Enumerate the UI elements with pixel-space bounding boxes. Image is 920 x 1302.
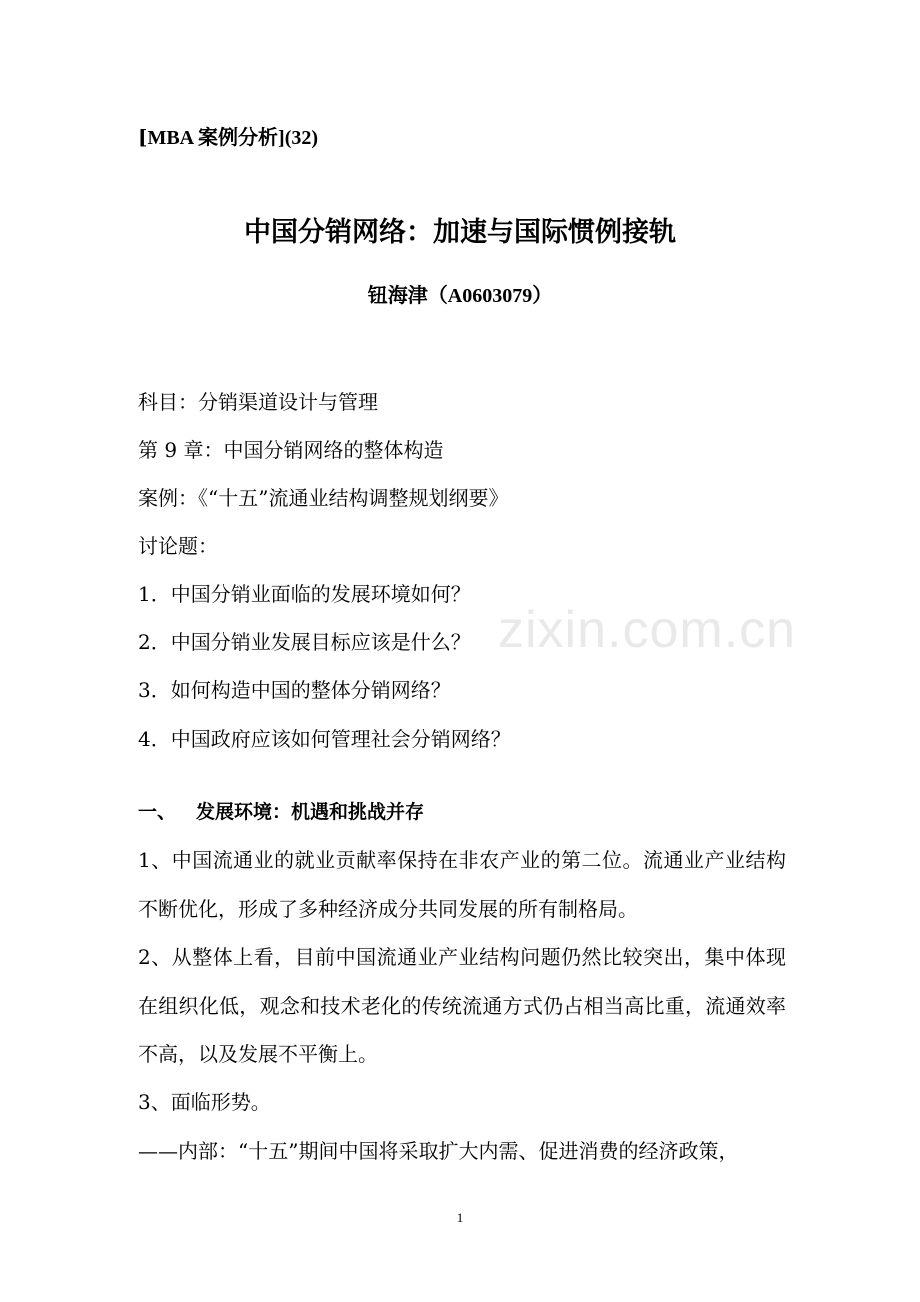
question-item: 4．中国政府应该如何管理社会分销网络？ (138, 727, 511, 751)
subject-line: 科目：分销渠道设计与管理 (138, 390, 378, 414)
author-line (0, 282, 920, 309)
series-cn: 案例分析 (198, 125, 279, 149)
question-item: 1．中国分销业面临的发展环境如何？ (138, 582, 471, 606)
section-heading (138, 800, 424, 824)
section-number: 一、 (138, 801, 177, 823)
author-code: （A0603079） (427, 285, 553, 307)
series-suffix: ](32) (278, 127, 319, 149)
case-line: 案例：《“十五”流通业结构调整规划纲要》 (138, 486, 509, 510)
series-label (138, 125, 318, 150)
series-bracket: [ (138, 125, 148, 149)
author-name: 钮海津 (367, 283, 428, 307)
section-title: 发展环境：机遇和挑战并存 (196, 801, 425, 823)
paragraph: ——内部：“十五”期间中国将采取扩大内需、促进消费的经济政策， (138, 1139, 739, 1163)
watermark: zixin.com.cn (498, 601, 797, 659)
page-number: 1 (456, 1210, 464, 1225)
paragraph: 1、中国流通业的就业贡献率保持在非农产业的第二位。流通业产业结构不断优化，形成了多种经济成分共同发展的所有制格局。 (138, 848, 786, 921)
question-item: 3．如何构造中国的整体分销网络？ (138, 678, 451, 702)
paragraph: 3、面临形势。 (138, 1090, 271, 1114)
series-latin: MBA (147, 127, 199, 149)
question-item: 2．中国分销业发展目标应该是什么？ (138, 630, 471, 654)
discussion-label: 讨论题： (138, 534, 218, 558)
paragraph: 2、从整体上看，目前中国流通业产业结构问题仍然比较突出，集中体现在组织化低，观念和技术老化的传统流通方式仍占相当高比重，流通效率不高，以及发展不平衡上。 (138, 945, 786, 1066)
document-title: 中国分销网络：加速与国际惯例接轨 (244, 217, 676, 248)
chapter-line: 第 9 章：中国分销网络的整体构造 (138, 438, 444, 462)
